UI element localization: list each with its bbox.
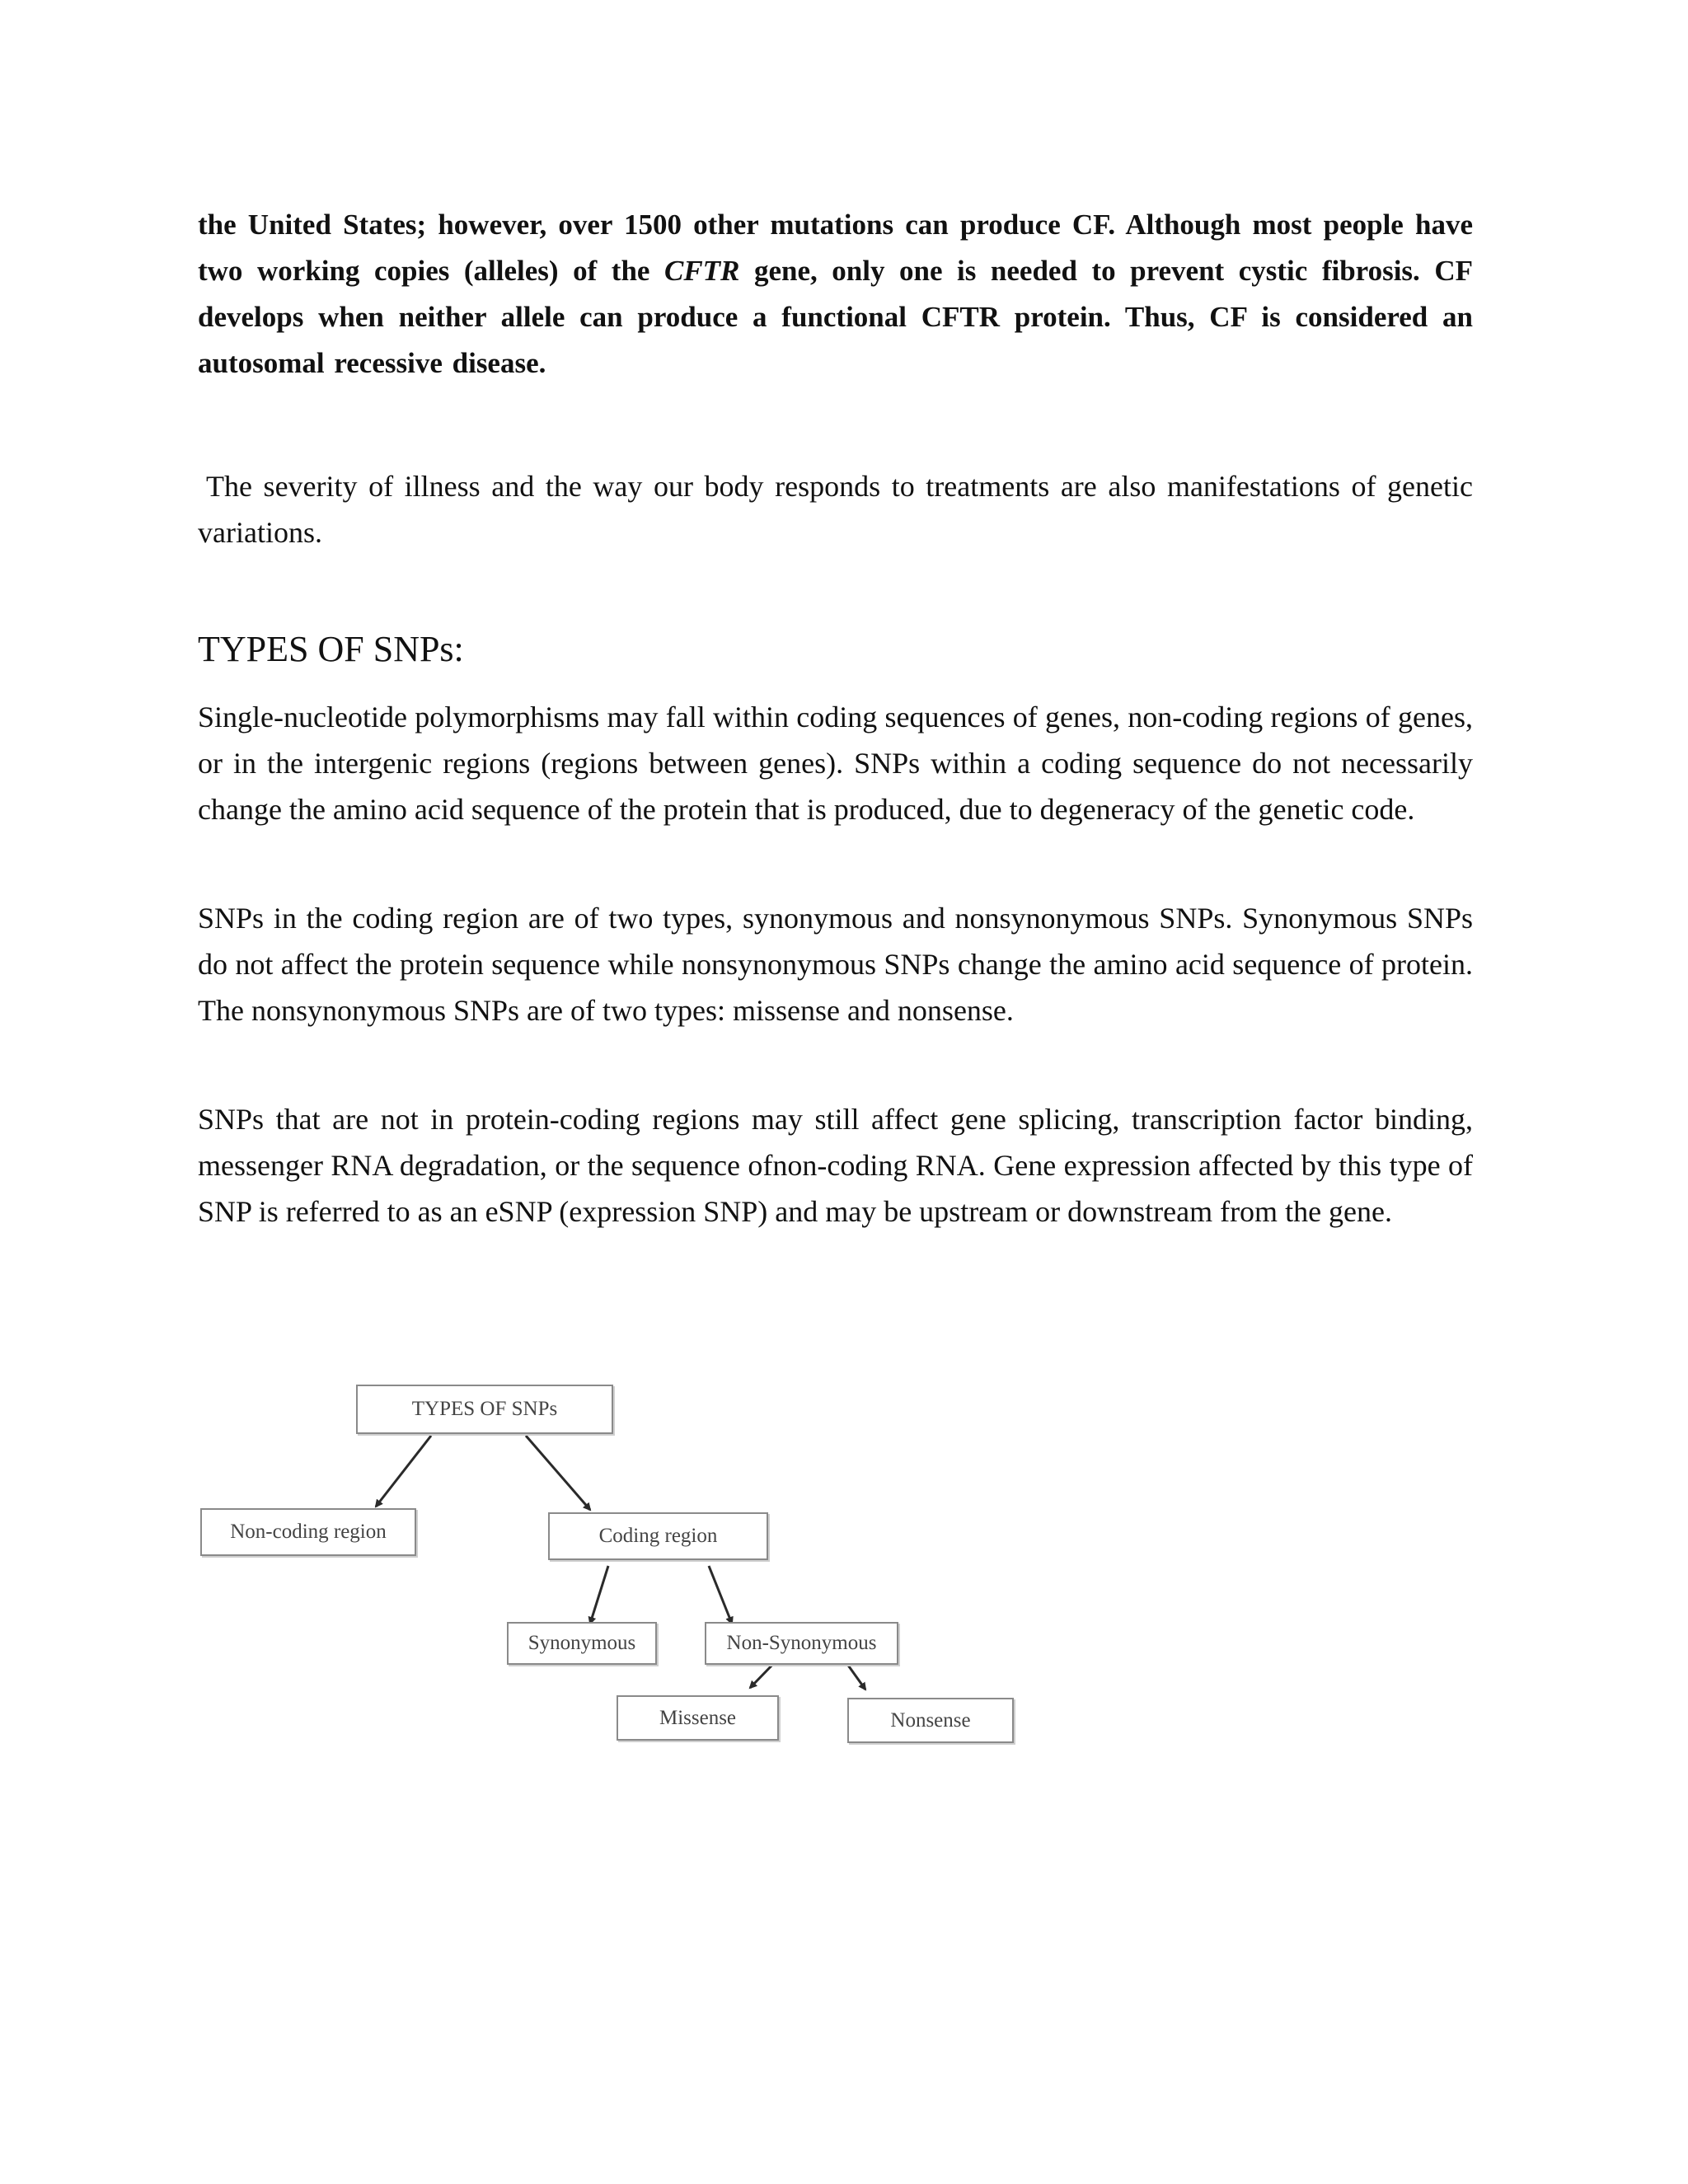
- snp-paragraph-3-text: SNPs that are not in protein-coding regions may still affect gene splicing, transcription factor binding, messenger RNA degradation, or the sequence ofnon-coding RNA. Gene expression affected by this type of SNP is referred to as an eSNP (expression SNP) and may be upstream or downstream from the gene.: [198, 1103, 1473, 1228]
- snp-types-diagram: [196, 1385, 1020, 1780]
- diagram-node-missense-label: Missense: [659, 1706, 737, 1729]
- diagram-node-non-synonymous: [705, 1622, 898, 1665]
- snp-paragraph-3: [198, 1096, 1473, 1235]
- diagram-node-nonsense: [847, 1698, 1014, 1743]
- arrow-coding-to-nonsynonymous: [709, 1566, 732, 1624]
- diagram-node-non-coding-region: [200, 1508, 416, 1556]
- diagram-node-nonsense-label: Nonsense: [890, 1708, 971, 1732]
- diagram-node-non-synonymous-label: Non-Synonymous: [726, 1632, 877, 1654]
- diagram-node-synonymous-label: Synonymous: [528, 1632, 636, 1654]
- diagram-node-coding-region-label: Coding region: [598, 1525, 718, 1547]
- diagram-node-types-of-snps-label: TYPES OF SNPs: [411, 1398, 558, 1420]
- intro-text: [198, 202, 1473, 387]
- diagram-node-synonymous: [507, 1622, 657, 1665]
- arrow-root-to-noncoding: [376, 1436, 431, 1507]
- arrow-coding-to-synonymous: [590, 1566, 608, 1624]
- cftr-gene-name: CFTR: [663, 255, 740, 287]
- intro-text-part2: gene, only one is needed to prevent cystic fibrosis. CF develops when neither allele can produce a functional CFTR protein. Thus, CF is considered an autosomal recessive disease.: [198, 255, 1473, 379]
- severity-paragraph: [198, 463, 1473, 555]
- snp-paragraph-2-text: SNPs in the coding region are of two types, synonymous and nonsynonymous SNPs. Synonymous SNPs do not affect the protein sequence while nonsynonymous SNPs change the amino acid sequence of protein. The nonsynonymous SNPs are of two types: missense and nonsense.: [198, 902, 1473, 1027]
- snp-paragraph-1: [198, 694, 1473, 832]
- intro-text-part1: the United States; however, over 1500 other mutations can produce CF. Although most people have two working copies (alleles) of the: [198, 209, 1473, 287]
- section-heading-block: [198, 626, 1473, 673]
- section-heading: TYPES OF SNPs:: [198, 629, 464, 669]
- snp-paragraph-2: [198, 895, 1473, 1033]
- diagram-node-types-of-snps: [356, 1385, 613, 1434]
- snp-paragraph-1-text: Single-nucleotide polymorphisms may fall within coding sequences of genes, non-coding regions of genes, or in the intergenic regions (regions between genes). SNPs within a coding sequence do not necessarily change the amino acid sequence of the protein that is produced, due to degeneracy of the genetic code.: [198, 701, 1473, 826]
- arrow-root-to-coding: [526, 1436, 590, 1510]
- diagram-node-coding-region: [548, 1512, 768, 1560]
- diagram-node-missense: [617, 1695, 779, 1741]
- arrow-nonsyn-to-nonsense: [845, 1661, 865, 1690]
- severity-text: The severity of illness and the way our body responds to treatments are also manifestations of genetic variations.: [198, 470, 1473, 549]
- intro-paragraph: [198, 202, 1473, 387]
- diagram-node-non-coding-region-label: Non-coding region: [230, 1521, 387, 1543]
